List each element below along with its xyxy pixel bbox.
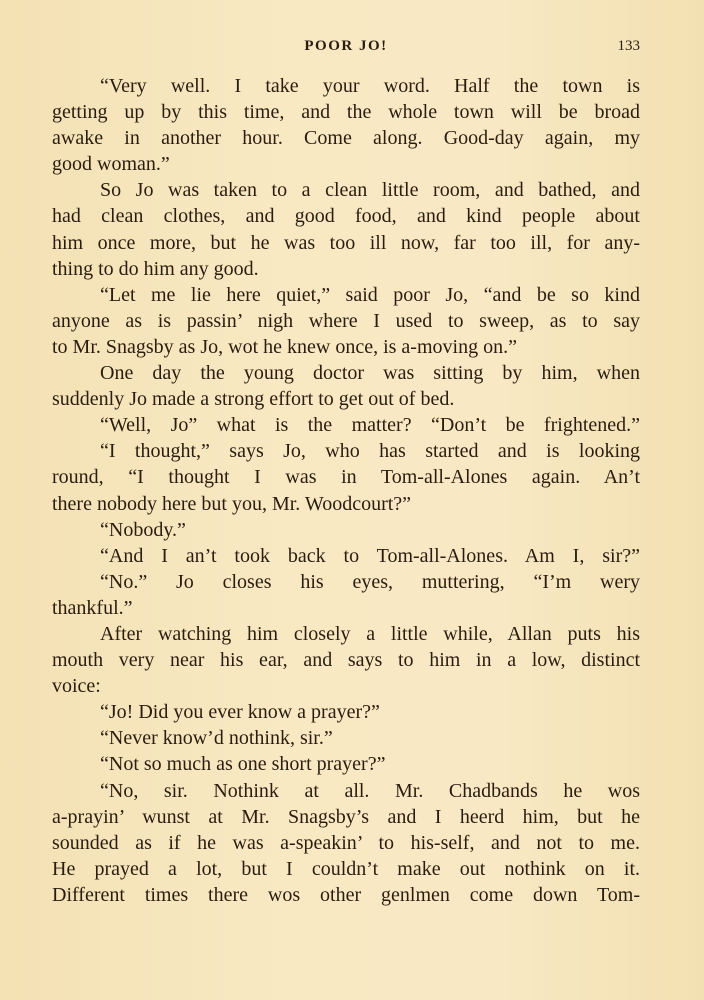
text-line: him once more, but he was too ill now, far too ill, for any- xyxy=(52,231,640,254)
text-line: “Jo! Did you ever know a prayer?” xyxy=(100,701,380,724)
text-line: Different times there wos other genlmen come down Tom- xyxy=(52,883,640,906)
text-line: “No.” Jo closes his eyes, muttering, “I’m wery xyxy=(100,570,640,593)
text-line: suddenly Jo made a strong effort to get out of bed. xyxy=(52,388,455,411)
text-line: getting up by this time, and the whole town will be broad xyxy=(52,101,640,124)
text-line: a-prayin’ wunst at Mr. Snagsby’s and I heerd him, but he xyxy=(52,805,640,828)
text-line: had clean clothes, and good food, and kind people about xyxy=(52,205,640,228)
text-line: “Nobody.” xyxy=(100,518,186,541)
text-line: sounded as if he was a-speakin’ to his-self, and not to me. xyxy=(52,831,640,854)
text-line: “Well, Jo” what is the matter? “Don’t be frightened.” xyxy=(100,414,640,437)
text-line: anyone as is passin’ nigh where I used to sweep, as to say xyxy=(52,309,640,332)
text-line: “Not so much as one short prayer?” xyxy=(100,753,386,776)
text-line: “Never know’d nothink, sir.” xyxy=(100,727,333,750)
running-title: POOR JO! xyxy=(304,38,388,54)
text-line: to Mr. Snagsby as Jo, wot he knew once, is a-moving on.” xyxy=(52,335,517,358)
text-line: He prayed a lot, but I couldn’t make out nothink on it. xyxy=(52,857,640,880)
text-line: “And I an’t took back to Tom-all-Alones. Am I, sir?” xyxy=(100,544,640,567)
text-line: good woman.” xyxy=(52,153,170,176)
text-line: “I thought,” says Jo, who has started and is looking xyxy=(100,440,640,463)
text-line: So Jo was taken to a clean little room, and bathed, and xyxy=(100,179,640,202)
text-line: mouth very near his ear, and says to him in a low, distinct xyxy=(52,649,640,672)
text-line: “Very well. I take your word. Half the town is xyxy=(100,75,640,97)
text-line: “No, sir. Nothink at all. Mr. Chadbands he wos xyxy=(100,779,640,802)
text-line: “Let me lie here quiet,” said poor Jo, “and be so kind xyxy=(100,283,640,306)
page-number: 133 xyxy=(617,38,640,54)
text-line: round, “I thought I was in Tom-all-Alones again. An’t xyxy=(52,466,640,489)
text-line: there nobody here but you, Mr. Woodcourt?” xyxy=(52,492,412,515)
running-header xyxy=(52,38,640,62)
text-line: awake in another hour. Come along. Good-day again, my xyxy=(52,127,640,150)
text-line: One day the young doctor was sitting by him, when xyxy=(100,362,640,385)
text-line: voice: xyxy=(52,675,101,698)
body-text xyxy=(52,73,640,908)
text-line: thing to do him any good. xyxy=(52,257,259,280)
text-line: After watching him closely a little while, Allan puts his xyxy=(100,622,640,645)
text-line: thankful.” xyxy=(52,596,133,619)
